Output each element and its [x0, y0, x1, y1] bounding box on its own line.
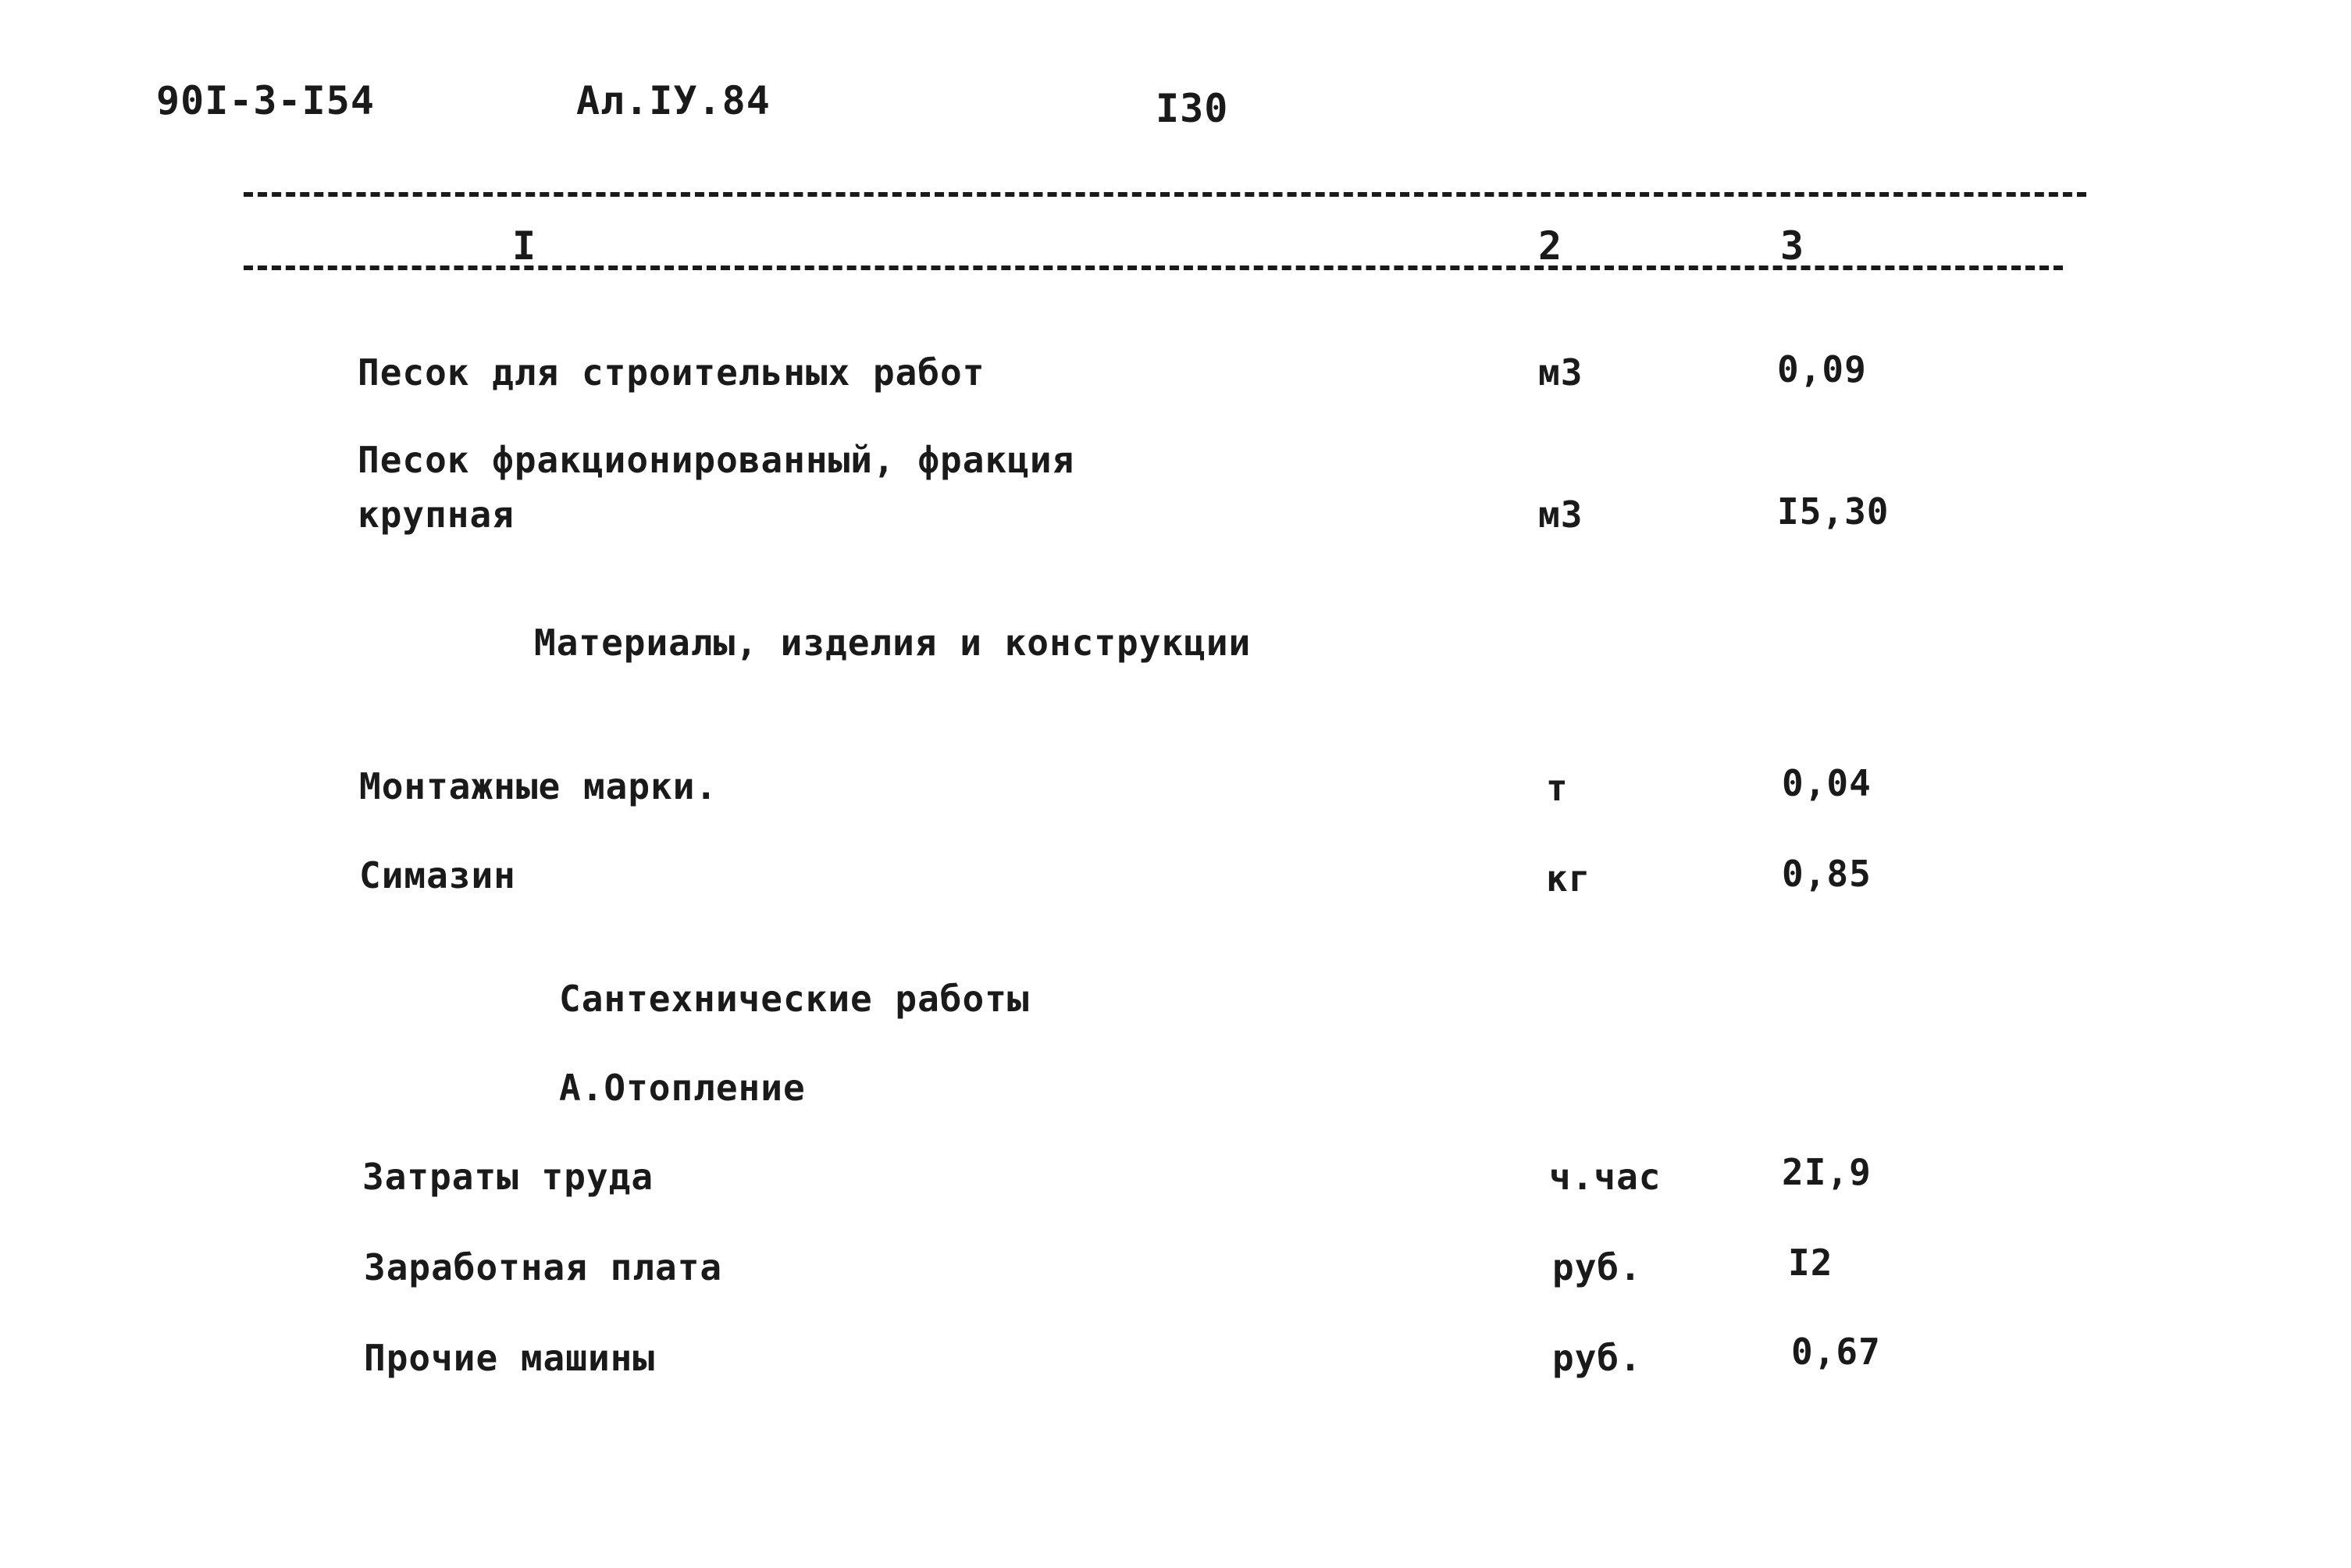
row-name: Прочие машины [364, 1337, 656, 1379]
page-number: I30 [1156, 86, 1229, 131]
document-code: 90I-3-I54 [156, 78, 375, 123]
column-2-header: 2 [1538, 223, 1562, 269]
table-top-rule [244, 192, 2086, 197]
row-name: Песок фракционированный, фракция [358, 439, 1075, 481]
row-name: Затраты труда [362, 1156, 654, 1198]
section-heading: Сантехнические работы [559, 978, 1030, 1020]
row-unit: м3 [1538, 351, 1583, 394]
row-name: Песок для строительных работ [358, 351, 985, 394]
row-unit: ч.час [1549, 1156, 1662, 1198]
row-value: 0,04 [1782, 762, 1872, 804]
row-value: 0,67 [1791, 1331, 1881, 1373]
row-name: Симазин [359, 854, 516, 896]
row-unit: руб. [1552, 1246, 1642, 1288]
row-name: Монтажные марки. [359, 765, 718, 807]
row-value: 0,09 [1777, 348, 1867, 390]
row-value: I5,30 [1777, 490, 1890, 533]
row-unit: кг [1546, 857, 1591, 900]
row-unit: м3 [1538, 494, 1583, 536]
row-name-continued: крупная [358, 494, 515, 536]
row-unit: т [1546, 767, 1569, 809]
row-value: 0,85 [1782, 853, 1872, 895]
row-unit: руб. [1552, 1337, 1642, 1379]
album-number: Ал.IУ.84 [576, 78, 771, 123]
subsection-heading: А.Отопление [559, 1067, 806, 1109]
column-1-header: I [512, 223, 536, 269]
row-value: I2 [1788, 1242, 1833, 1284]
column-3-header: 3 [1780, 223, 1804, 269]
row-value: 2I,9 [1782, 1151, 1872, 1193]
section-heading: Материалы, изделия и конструкции [534, 622, 1252, 664]
row-name: Заработная плата [364, 1246, 723, 1288]
